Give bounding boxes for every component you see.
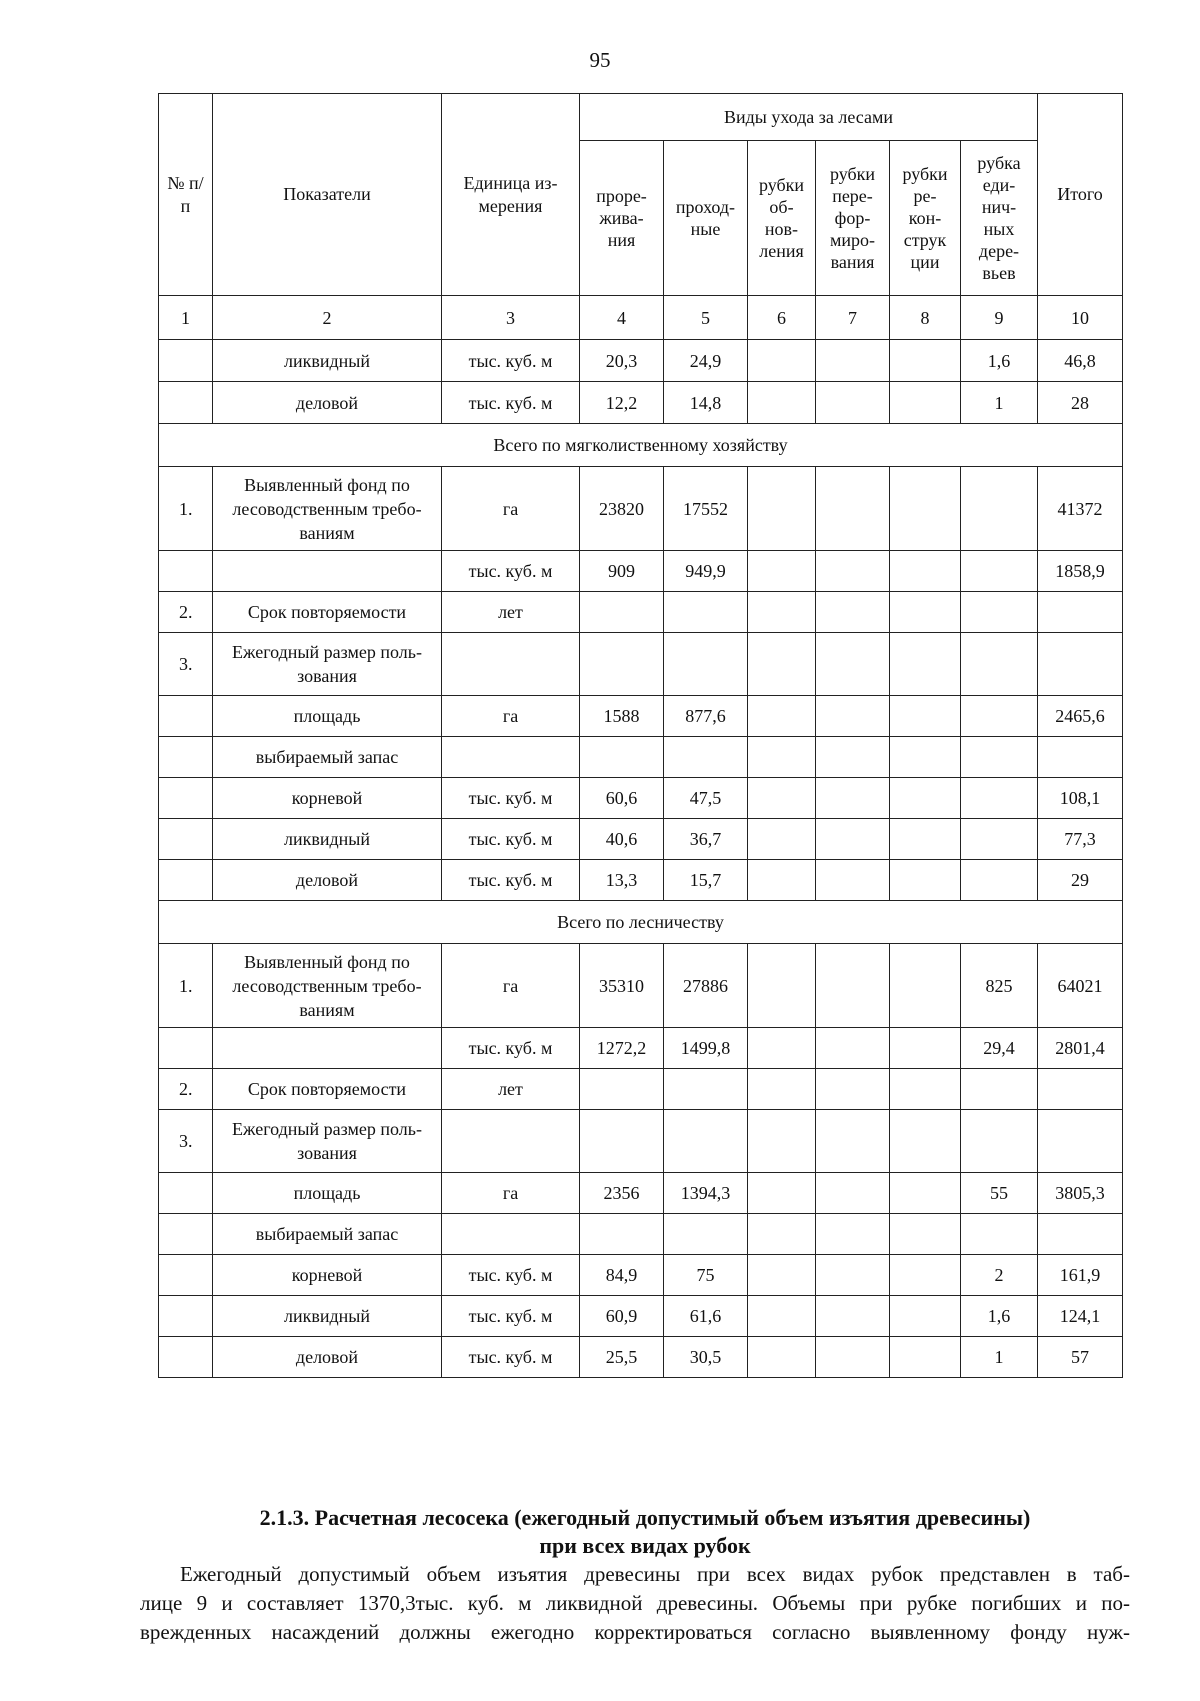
row-value: [890, 551, 961, 592]
header-num: [159, 94, 213, 296]
header-care-group: [580, 94, 1038, 141]
row-value: 40,6: [580, 819, 664, 860]
row-value: [890, 860, 961, 901]
row-value: [748, 860, 816, 901]
row-value: 825: [961, 944, 1038, 1028]
row-value: [816, 382, 890, 424]
row-value: [816, 1069, 890, 1110]
header-indicators: [213, 94, 442, 296]
table-row: [159, 696, 1123, 737]
row-total: 64021: [1038, 944, 1123, 1028]
row-total: 161,9: [1038, 1255, 1123, 1296]
row-value: [961, 778, 1038, 819]
row-value: [816, 819, 890, 860]
header-type-line: ре-: [913, 186, 937, 206]
table-row: [159, 1337, 1123, 1378]
row-value: 1: [961, 382, 1038, 424]
section-heading: [160, 1504, 1130, 1560]
row-unit: тыс. куб. м: [442, 551, 580, 592]
table-row: [159, 1110, 1123, 1173]
column-number: 3: [442, 296, 580, 340]
header-type-2: [664, 141, 748, 296]
row-indicator: площадь: [213, 1173, 442, 1214]
header-type-line: жива-: [599, 208, 644, 228]
row-value: 949,9: [664, 551, 748, 592]
row-value: [816, 1110, 890, 1173]
row-indicator: ликвидный: [213, 340, 442, 382]
row-value: 27886: [664, 944, 748, 1028]
row-unit: га: [442, 467, 580, 551]
header-row-top: [159, 94, 1123, 141]
row-unit: [442, 737, 580, 778]
header-type-line: нов-: [764, 219, 799, 239]
row-value: [580, 592, 664, 633]
table-row: [159, 592, 1123, 633]
row-value: [816, 1255, 890, 1296]
row-value: [748, 819, 816, 860]
row-indicator: выбираемый запас: [213, 1214, 442, 1255]
row-value: 47,5: [664, 778, 748, 819]
column-number: 5: [664, 296, 748, 340]
row-total: 28: [1038, 382, 1123, 424]
table-row: [159, 1069, 1123, 1110]
table-row: [159, 944, 1123, 1028]
row-value: [748, 382, 816, 424]
header-type-5: [890, 141, 961, 296]
row-indicator: ликвидный: [213, 819, 442, 860]
row-value: [748, 1173, 816, 1214]
row-value: [890, 1028, 961, 1069]
row-value: [748, 1296, 816, 1337]
column-number: 8: [890, 296, 961, 340]
row-total: 108,1: [1038, 778, 1123, 819]
section-heading-line1: 2.1.3. Расчетная лесосека (ежегодный допустимый объем изъятия древесины): [259, 1505, 1031, 1530]
row-value: 24,9: [664, 340, 748, 382]
row-indicator: Ежегодный размер поль- зования: [213, 1110, 442, 1173]
row-indicator: деловой: [213, 382, 442, 424]
header-type-line: рубка: [977, 153, 1021, 173]
row-value: [961, 1069, 1038, 1110]
row-value: 35310: [580, 944, 664, 1028]
table-body: [159, 94, 1123, 1378]
row-value: [816, 737, 890, 778]
header-type-line: пере-: [832, 186, 873, 206]
row-indicator: [213, 551, 442, 592]
header-type-line: струк: [903, 230, 947, 250]
table-row: [159, 819, 1123, 860]
table-row: [159, 382, 1123, 424]
row-value: [890, 382, 961, 424]
row-value: [816, 1337, 890, 1378]
row-indicator: ликвидный: [213, 1296, 442, 1337]
header-indicators-label: Показатели: [283, 184, 371, 204]
row-num: [159, 1028, 213, 1069]
row-value: [890, 778, 961, 819]
header-type-line: ных: [983, 219, 1015, 239]
row-value: [961, 1214, 1038, 1255]
section-title: Всего по лесничеству: [159, 901, 1123, 944]
header-type-line: проход-: [675, 197, 736, 217]
row-value: 29,4: [961, 1028, 1038, 1069]
row-indicator: корневой: [213, 778, 442, 819]
row-value: 20,3: [580, 340, 664, 382]
row-value: [961, 737, 1038, 778]
row-value: [890, 467, 961, 551]
row-value: 1,6: [961, 1296, 1038, 1337]
row-value: [961, 551, 1038, 592]
header-type-line: дере-: [978, 241, 1020, 261]
row-total: [1038, 1214, 1123, 1255]
row-value: [748, 1337, 816, 1378]
row-value: [664, 1110, 748, 1173]
table-row: [159, 1255, 1123, 1296]
row-value: [748, 467, 816, 551]
row-value: [664, 592, 748, 633]
row-value: 30,5: [664, 1337, 748, 1378]
header-total-label: Итого: [1057, 184, 1103, 204]
row-value: 15,7: [664, 860, 748, 901]
row-value: [748, 696, 816, 737]
row-indicator: деловой: [213, 1337, 442, 1378]
page-number: 95: [589, 48, 611, 72]
row-indicator: [213, 1028, 442, 1069]
row-value: 1394,3: [664, 1173, 748, 1214]
table-row: [159, 1028, 1123, 1069]
header-type-line: фор-: [834, 208, 871, 228]
header-num-label: № п/п: [167, 172, 204, 216]
row-value: [816, 1028, 890, 1069]
row-value: [664, 1069, 748, 1110]
header-type-4: [816, 141, 890, 296]
row-total: 124,1: [1038, 1296, 1123, 1337]
row-value: [664, 737, 748, 778]
header-type-line: ции: [910, 252, 940, 272]
table-row: [159, 467, 1123, 551]
row-num: [159, 1296, 213, 1337]
row-value: 1499,8: [664, 1028, 748, 1069]
table-row: [159, 340, 1123, 382]
row-num: [159, 340, 213, 382]
row-value: [890, 944, 961, 1028]
row-indicator: Срок повторяемости: [213, 592, 442, 633]
row-unit: [442, 633, 580, 696]
row-value: [961, 1110, 1038, 1173]
row-num: [159, 1214, 213, 1255]
row-value: [890, 1069, 961, 1110]
row-value: 14,8: [664, 382, 748, 424]
row-value: [961, 592, 1038, 633]
row-unit: [442, 1110, 580, 1173]
column-number: 4: [580, 296, 664, 340]
row-value: 1588: [580, 696, 664, 737]
row-value: [664, 633, 748, 696]
row-value: 61,6: [664, 1296, 748, 1337]
row-value: [961, 633, 1038, 696]
row-num: [159, 860, 213, 901]
row-value: [580, 1214, 664, 1255]
column-number: 10: [1038, 296, 1123, 340]
row-value: [890, 737, 961, 778]
row-unit: тыс. куб. м: [442, 860, 580, 901]
column-number: 7: [816, 296, 890, 340]
row-value: [890, 1214, 961, 1255]
row-value: [664, 1214, 748, 1255]
row-indicator: выбираемый запас: [213, 737, 442, 778]
table-row: [159, 551, 1123, 592]
table-row: [159, 860, 1123, 901]
row-unit: тыс. куб. м: [442, 1028, 580, 1069]
row-num: 1.: [159, 467, 213, 551]
column-number-row: [159, 296, 1123, 340]
row-value: [580, 1110, 664, 1173]
header-unit: [442, 94, 580, 296]
section-title-row: [159, 424, 1123, 467]
section-heading-line2: при всех видах рубок: [539, 1533, 751, 1558]
row-value: [816, 1214, 890, 1255]
header-total: [1038, 94, 1123, 296]
row-value: 17552: [664, 467, 748, 551]
header-type-line: рубки: [829, 164, 876, 184]
header-type-line: вьев: [982, 263, 1016, 283]
row-total: [1038, 1110, 1123, 1173]
row-num: 2.: [159, 1069, 213, 1110]
row-value: [961, 467, 1038, 551]
row-value: [890, 1173, 961, 1214]
row-value: [890, 340, 961, 382]
row-total: [1038, 633, 1123, 696]
row-value: 55: [961, 1173, 1038, 1214]
row-value: [748, 944, 816, 1028]
row-value: [816, 778, 890, 819]
row-value: 877,6: [664, 696, 748, 737]
row-value: 1: [961, 1337, 1038, 1378]
row-value: [748, 1028, 816, 1069]
row-value: 75: [664, 1255, 748, 1296]
row-total: 2801,4: [1038, 1028, 1123, 1069]
row-value: [748, 592, 816, 633]
row-value: [816, 340, 890, 382]
row-value: [890, 1255, 961, 1296]
row-value: 23820: [580, 467, 664, 551]
row-value: 2356: [580, 1173, 664, 1214]
row-value: [816, 592, 890, 633]
header-type-6: [961, 141, 1038, 296]
row-value: [816, 696, 890, 737]
header-type-line: об-: [769, 197, 794, 217]
row-indicator: корневой: [213, 1255, 442, 1296]
row-value: [748, 1110, 816, 1173]
row-unit: тыс. куб. м: [442, 340, 580, 382]
table-row: [159, 737, 1123, 778]
row-value: [961, 860, 1038, 901]
header-type-1: [580, 141, 664, 296]
header-type-line: рубки: [902, 164, 948, 184]
row-indicator: деловой: [213, 860, 442, 901]
row-total: 29: [1038, 860, 1123, 901]
row-num: [159, 819, 213, 860]
section-title: Всего по мягколиственному хозяйству: [159, 424, 1123, 467]
row-num: [159, 1173, 213, 1214]
row-unit: га: [442, 944, 580, 1028]
header-type-line: рубки: [758, 175, 805, 195]
row-value: [748, 551, 816, 592]
row-unit: [442, 1214, 580, 1255]
row-value: 13,3: [580, 860, 664, 901]
row-value: 84,9: [580, 1255, 664, 1296]
forest-care-table: [158, 93, 1123, 1378]
row-total: [1038, 592, 1123, 633]
header-type-line: ления: [759, 241, 804, 261]
header-type-3: [748, 141, 816, 296]
row-value: [580, 737, 664, 778]
row-total: 2465,6: [1038, 696, 1123, 737]
table-row: [159, 633, 1123, 696]
row-value: [890, 819, 961, 860]
column-number: 1: [159, 296, 213, 340]
row-unit: тыс. куб. м: [442, 778, 580, 819]
row-value: [890, 592, 961, 633]
row-value: [890, 696, 961, 737]
row-unit: тыс. куб. м: [442, 382, 580, 424]
row-value: [890, 1296, 961, 1337]
row-value: 1272,2: [580, 1028, 664, 1069]
row-value: [890, 1110, 961, 1173]
row-total: [1038, 1069, 1123, 1110]
row-value: 1,6: [961, 340, 1038, 382]
row-num: [159, 551, 213, 592]
row-value: 60,6: [580, 778, 664, 819]
row-unit: га: [442, 1173, 580, 1214]
column-number: 2: [213, 296, 442, 340]
row-num: [159, 737, 213, 778]
row-unit: тыс. куб. м: [442, 1255, 580, 1296]
header-type-line: миро-: [829, 230, 876, 250]
row-indicator: Ежегодный размер поль- зования: [213, 633, 442, 696]
row-num: [159, 1337, 213, 1378]
paragraph-line: врежденных насаждений должны ежегодно корректироваться согласно выявленному фонду нуж-: [140, 1620, 1130, 1644]
table-row: [159, 1173, 1123, 1214]
column-number: 9: [961, 296, 1038, 340]
row-num: [159, 1255, 213, 1296]
row-value: [748, 737, 816, 778]
table-row: [159, 1296, 1123, 1337]
row-value: [748, 340, 816, 382]
row-value: [890, 1337, 961, 1378]
row-value: [580, 633, 664, 696]
table-row: [159, 1214, 1123, 1255]
row-value: [580, 1069, 664, 1110]
section-title-row: [159, 901, 1123, 944]
header-type-line: ния: [607, 230, 636, 250]
header-type-line: нич-: [981, 197, 1017, 217]
row-unit: га: [442, 696, 580, 737]
row-value: 909: [580, 551, 664, 592]
row-indicator: Срок повторяемости: [213, 1069, 442, 1110]
row-value: [816, 1296, 890, 1337]
row-value: [748, 1069, 816, 1110]
row-value: [816, 1173, 890, 1214]
header-type-line: ные: [690, 219, 721, 239]
body-paragraph: [140, 1560, 1130, 1647]
row-value: [816, 551, 890, 592]
row-total: 46,8: [1038, 340, 1123, 382]
table-row: [159, 778, 1123, 819]
row-num: 3.: [159, 1110, 213, 1173]
row-value: [748, 778, 816, 819]
row-value: [816, 944, 890, 1028]
row-value: 25,5: [580, 1337, 664, 1378]
row-value: 36,7: [664, 819, 748, 860]
row-total: 57: [1038, 1337, 1123, 1378]
header-unit-label: Единица из- мерения: [463, 172, 558, 216]
row-unit: тыс. куб. м: [442, 1337, 580, 1378]
row-num: [159, 382, 213, 424]
row-total: 3805,3: [1038, 1173, 1123, 1214]
row-total: 77,3: [1038, 819, 1123, 860]
row-value: 60,9: [580, 1296, 664, 1337]
row-value: [816, 633, 890, 696]
row-num: [159, 696, 213, 737]
header-type-line: кон-: [908, 208, 942, 228]
row-value: [748, 1255, 816, 1296]
row-value: [961, 696, 1038, 737]
row-value: 2: [961, 1255, 1038, 1296]
paragraph-line: Ежегодный допустимый объем изъятия древесины при всех видах рубок представлен в таб-: [180, 1562, 1130, 1586]
row-value: [748, 633, 816, 696]
row-num: 2.: [159, 592, 213, 633]
header-type-line: еди-: [982, 175, 1016, 195]
header-type-line: вания: [830, 252, 875, 272]
row-indicator: Выявленный фонд по лесоводственным требо- ваниям: [213, 467, 442, 551]
row-indicator: Выявленный фонд по лесоводственным требо- ваниям: [213, 944, 442, 1028]
row-total: [1038, 737, 1123, 778]
row-unit: лет: [442, 1069, 580, 1110]
row-total: 41372: [1038, 467, 1123, 551]
row-num: 1.: [159, 944, 213, 1028]
header-care-group-label: Виды ухода за лесами: [723, 106, 894, 127]
row-value: [748, 1214, 816, 1255]
row-value: [890, 633, 961, 696]
row-value: 12,2: [580, 382, 664, 424]
row-num: [159, 778, 213, 819]
row-num: 3.: [159, 633, 213, 696]
row-value: [816, 467, 890, 551]
row-unit: тыс. куб. м: [442, 819, 580, 860]
row-indicator: площадь: [213, 696, 442, 737]
row-value: [816, 860, 890, 901]
row-unit: лет: [442, 592, 580, 633]
paragraph-line: лице 9 и составляет 1370,3тыс. куб. м ликвидной древесины. Объемы при рубке погибших и по-: [140, 1591, 1130, 1615]
row-value: [961, 819, 1038, 860]
row-total: 1858,9: [1038, 551, 1123, 592]
row-unit: тыс. куб. м: [442, 1296, 580, 1337]
column-number: 6: [748, 296, 816, 340]
header-type-line: проре-: [596, 186, 647, 206]
